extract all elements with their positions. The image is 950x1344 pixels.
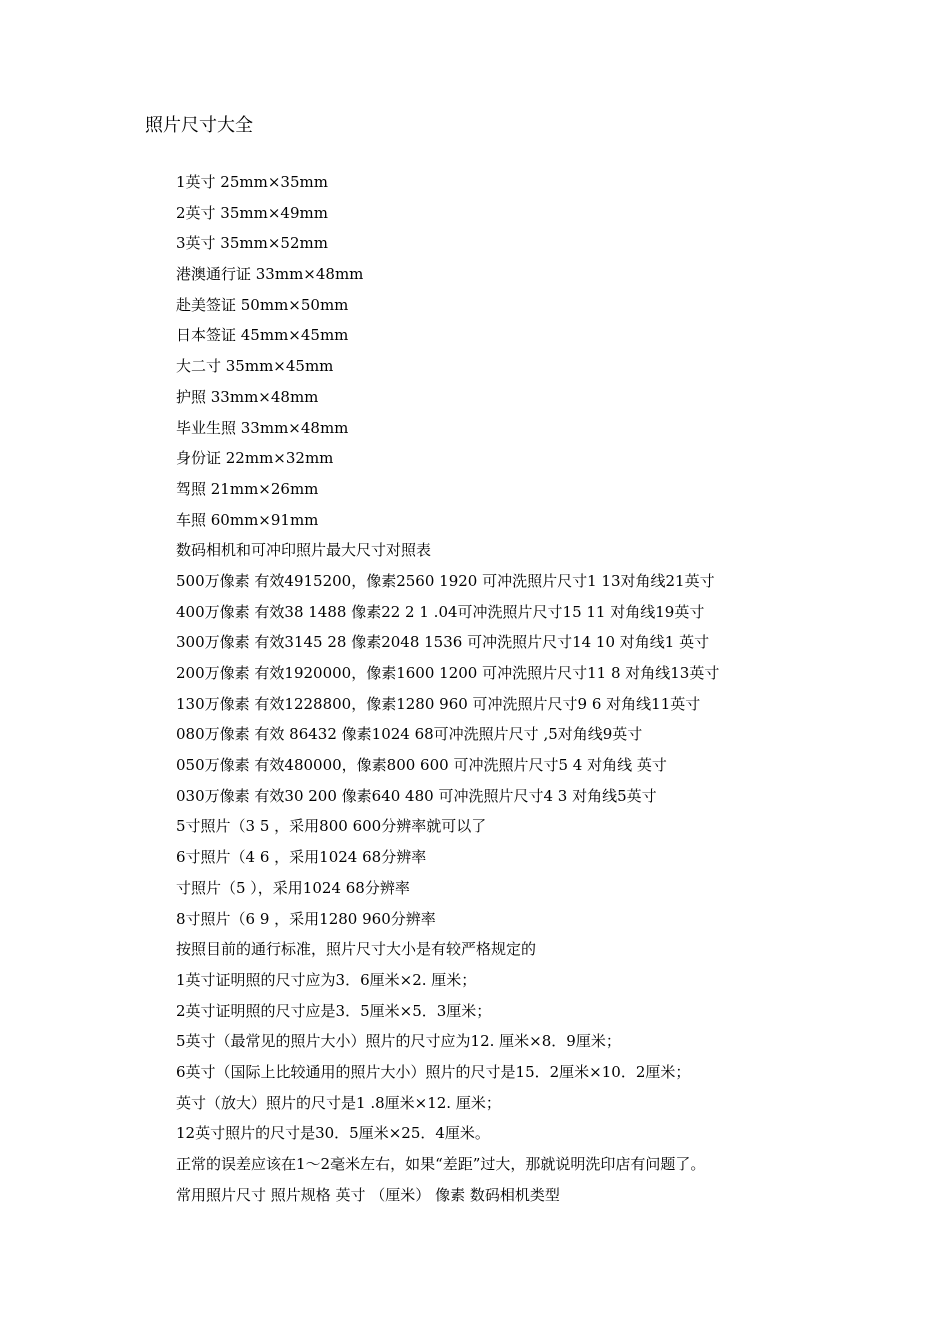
text-line: 大二寸 35mm×45mm (176, 357, 334, 376)
text-line: 300万像素 有效3145 28 像素2048 1536 可冲洗照片尺寸14 10 对角线1 英寸 (176, 633, 710, 652)
text-line: 050万像素 有效480000，像素800 600 可冲洗照片尺寸5 4 对角线 英寸 (176, 756, 667, 775)
text-line: 1英寸 25mm×35mm (176, 173, 328, 191)
text-line: 200万像素 有效1920000，像素1600 1200 可冲洗照片尺寸11 8 对角线13英寸 (176, 664, 720, 682)
text-line: 港澳通行证 33mm×48mm (176, 265, 364, 284)
text-line: 5英寸（最常见的照片大小）照片的尺寸应为12. 厘米×8．9厘米； (176, 1032, 621, 1051)
text-line: 驾照 21mm×26mm (176, 479, 319, 498)
text-line: 常用照片尺寸 照片规格 英寸 （厘米） 像素 数码相机类型 (176, 1185, 560, 1204)
text-line: 按照目前的通行标准，照片尺寸大小是有较严格规定的 (176, 940, 537, 959)
text-line: 2英寸 35mm×49mm (176, 203, 328, 222)
text-line: 英寸（放大）照片的尺寸是1 .8厘米×12. 厘米； (176, 1093, 501, 1112)
text-line: 赴美签证 50mm×50mm (176, 295, 349, 314)
document-title: 照片尺寸大全 (145, 115, 253, 136)
text-line: 030万像素 有效30 200 像素640 480 可冲洗照片尺寸4 3 对角线5英寸 (176, 786, 657, 805)
text-line: 6寸照片（4 6 ，采用1024 68分辨率 (176, 848, 427, 867)
text-line: 2英寸证明照的尺寸应是3．5厘米×5．3厘米； (176, 1001, 492, 1020)
text-line: 寸照片（5 ），采用1024 68分辨率 (176, 878, 410, 897)
text-line: 500万像素 有效4915200，像素2560 1920 可冲洗照片尺寸1 13对角线21英寸 (176, 571, 715, 590)
text-line: 车照 60mm×91mm (176, 510, 319, 529)
text-line: 数码相机和可冲印照片最大尺寸对照表 (176, 541, 432, 560)
text-line: 080万像素 有效 86432 像素1024 68可冲洗照片尺寸 ,5对角线9英寸 (176, 725, 643, 744)
text-line: 130万像素 有效1228800，像素1280 960 可冲洗照片尺寸9 6 对角线11英寸 (176, 694, 701, 713)
text-line: 毕业生照 33mm×48mm (176, 418, 349, 437)
text-line: 8寸照片（6 9 ，采用1280 960分辨率 (176, 909, 436, 928)
text-line: 12英寸照片的尺寸是30．5厘米×25．4厘米。 (176, 1124, 490, 1143)
text-line: 正常的误差应该在1～2毫米左右，如果“差距”过大，那就说明洗印店有问题了。 (176, 1155, 706, 1173)
text-line: 护照 33mm×48mm (176, 387, 319, 406)
text-line: 400万像素 有效38 1488 像素22 2 1 .04可冲洗照片尺寸15 11 对角线19英寸 (176, 602, 705, 621)
text-line: 6英寸（国际上比较通用的照片大小）照片的尺寸是15．2厘米×10．2厘米； (176, 1062, 691, 1081)
document-body (176, 170, 936, 1213)
text-line: 身份证 22mm×32mm (176, 449, 334, 468)
text-line: 3英寸 35mm×52mm (176, 234, 328, 253)
text-line: 1英寸证明照的尺寸应为3．6厘米×2. 厘米； (176, 970, 477, 989)
text-line: 5寸照片（3 5 ，采用800 600分辨率就可以了 (176, 817, 487, 836)
text-line: 日本签证 45mm×45mm (176, 326, 349, 345)
